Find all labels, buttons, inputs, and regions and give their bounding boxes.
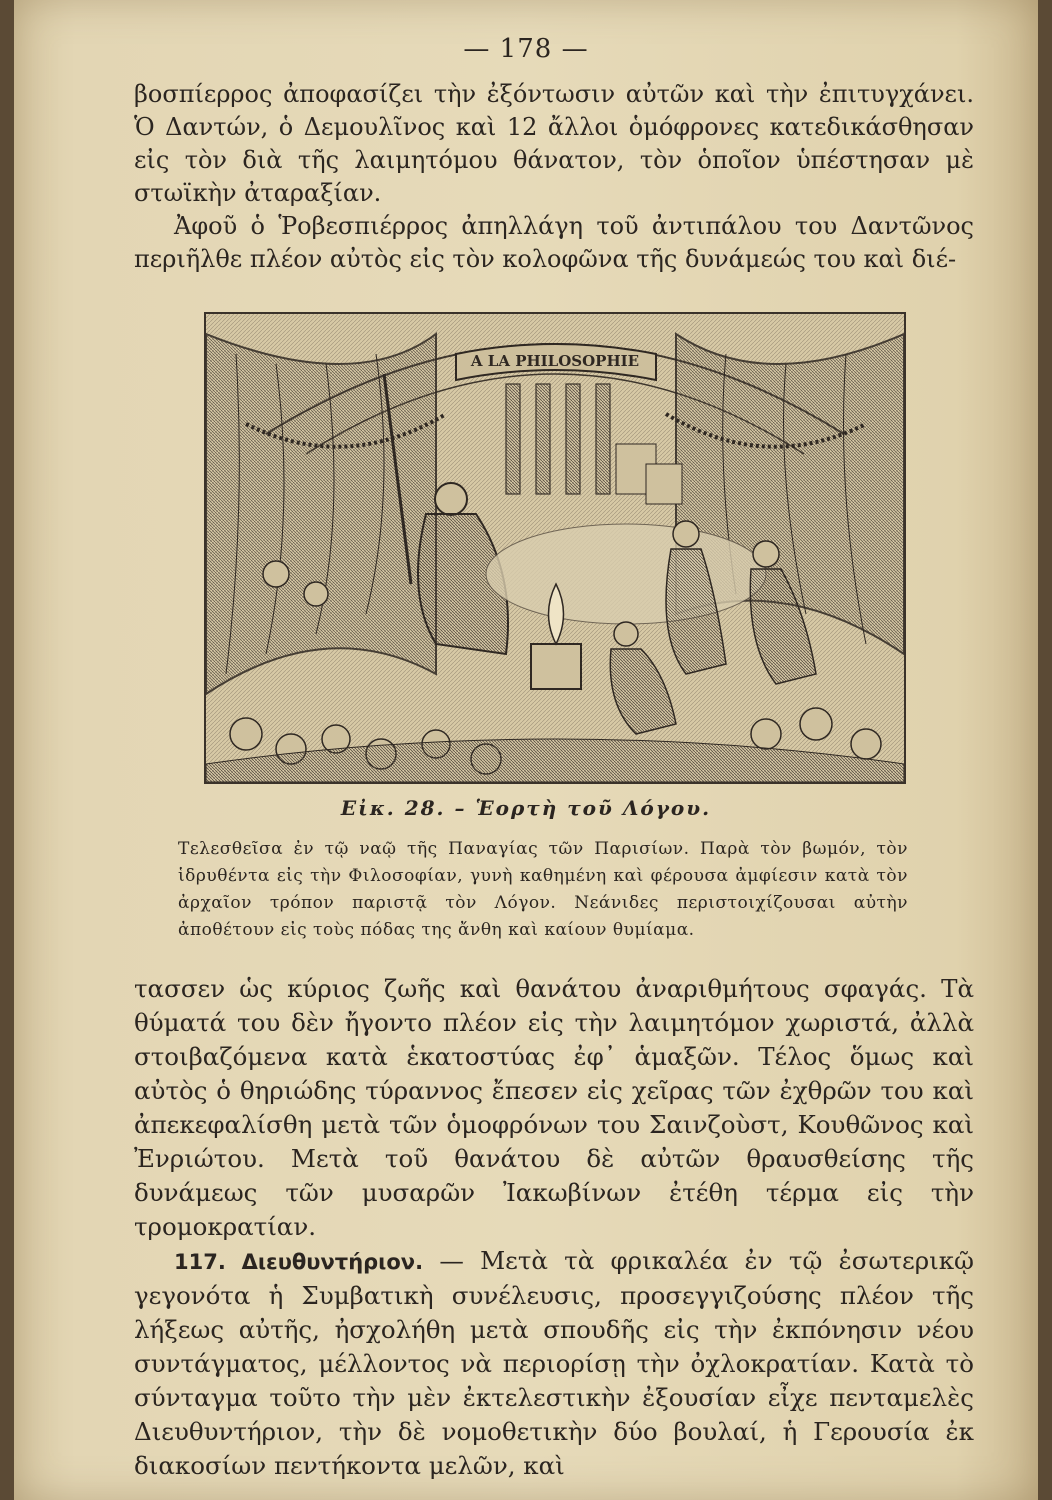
section-text: — Μετὰ τὰ φρικαλέα ἐν τῷ ἐσωτερικῷ γεγονότα ἡ Συμβατικὴ συνέλευσις, προσεγγιζούσης πλέον τῆς λήξεως αὐτῆς, ἠσχολήθη μετὰ σπουδῆς εἰς τὴν ἐκπόνησιν νέου συντάγματος, μέλλοντος νὰ περιορίσῃ τὴν ὀχλοκρατίαν. Κατὰ τὸ σύνταγμα τοῦτο τὴν μὲν ἐκτελεστικὴν ἐξουσίαν εἶχε πενταμελὲς Διευθυντήριον, τὴν δὲ νομοθετικὴν δύο βουλαί, ἡ Γερουσία ἐκ διακοσίων πεντήκοντα μελῶν, καὶ (134, 1246, 974, 1480)
figure-caption: Τελεσθεῖσα ἐν τῷ ναῷ τῆς Παναγίας τῶν Παρισίων. Παρὰ τὸν βωμόν, τὸν ἱδρυθέντα εἰς τὴν Φιλοσοφίαν, γυνὴ καθημένη καὶ φέρουσα ἀμφίεσιν κατὰ τὸν ἀρχαῖον τρόπον παριστᾷ τὸν Λόγον. Νεάνιδες περιστοιχίζουσαι αὐτὴν ἀποθέτουν εἰς τοὺς πόδας της ἄνθη καὶ καίουν θυμίαμα. (178, 839, 908, 940)
section-heading: 117. Διευθυντήριον. (174, 1250, 424, 1274)
section-117 (134, 1244, 974, 1483)
page-number: — 178 — (463, 34, 589, 64)
engraving-illustration (206, 314, 904, 782)
paragraph-terror: τασσεν ὡς κύριος ζωῆς καὶ θανάτου ἀναριθμήτους σφαγάς. Τὰ θύματά του δὲν ἤγοντο πλέον εἰς τὴν λαιμητόμον χωριστά, ἀλλὰ στοιβαζόμενα κατὰ ἑκατοστύας ἐφ᾽ ἁμαξῶν. Τέλος ὅμως καὶ αὐτὸς ὁ θηριώδης τύραννος ἔπεσεν εἰς χεῖρας τῶν ἐχθρῶν του καὶ ἀπεκεφαλίσθη μετὰ τῶν ὁμοφρόνων του Σαινζοὺστ, Κουθῶνος καὶ Ἐνριώτου. Μετὰ τοῦ θανάτου δὲ αὐτῶν θραυσθείσης τῆς δυνάμεως τῶν μυσαρῶν Ἰακωβίνων ἐτέθη τέρμα εἰς τὴν τρομοκρατίαν. (134, 974, 974, 1241)
banner-text: A LA PHILOSOPHIE (470, 352, 640, 370)
paragraph-robespierre: Ἀφοῦ ὁ Ῥοβεσπιέρρος ἀπηλλάγη τοῦ ἀντιπάλου του Δαντῶνος περιῆλθε πλέον αὐτὸς εἰς τὸν κολοφῶνα τῆς δυνάμεώς του καὶ διέ- (134, 212, 974, 273)
engraving-figure (204, 312, 906, 784)
figure-title: Εἰκ. 28. – Ἑορτὴ τοῦ Λόγου. (340, 796, 712, 820)
paragraph-continuation: βοσπίερρος ἀποφασίζει τὴν ἐξόντωσιν αὐτῶν καὶ τὴν ἐπιτυγχάνει. Ὁ Δαντών, ὁ Δεμουλῖνος καὶ 12 ἄλλοι ὁμόφρονες κατεδικάσθησαν εἰς τὸν διὰ τῆς λαιμητόμου θάνατον, τὸν ὁποῖον ὑπέστησαν μὲ στωϊκὴν ἀταραξίαν. (134, 80, 974, 207)
top-text-block (134, 78, 974, 276)
bottom-text-block (134, 972, 974, 1483)
